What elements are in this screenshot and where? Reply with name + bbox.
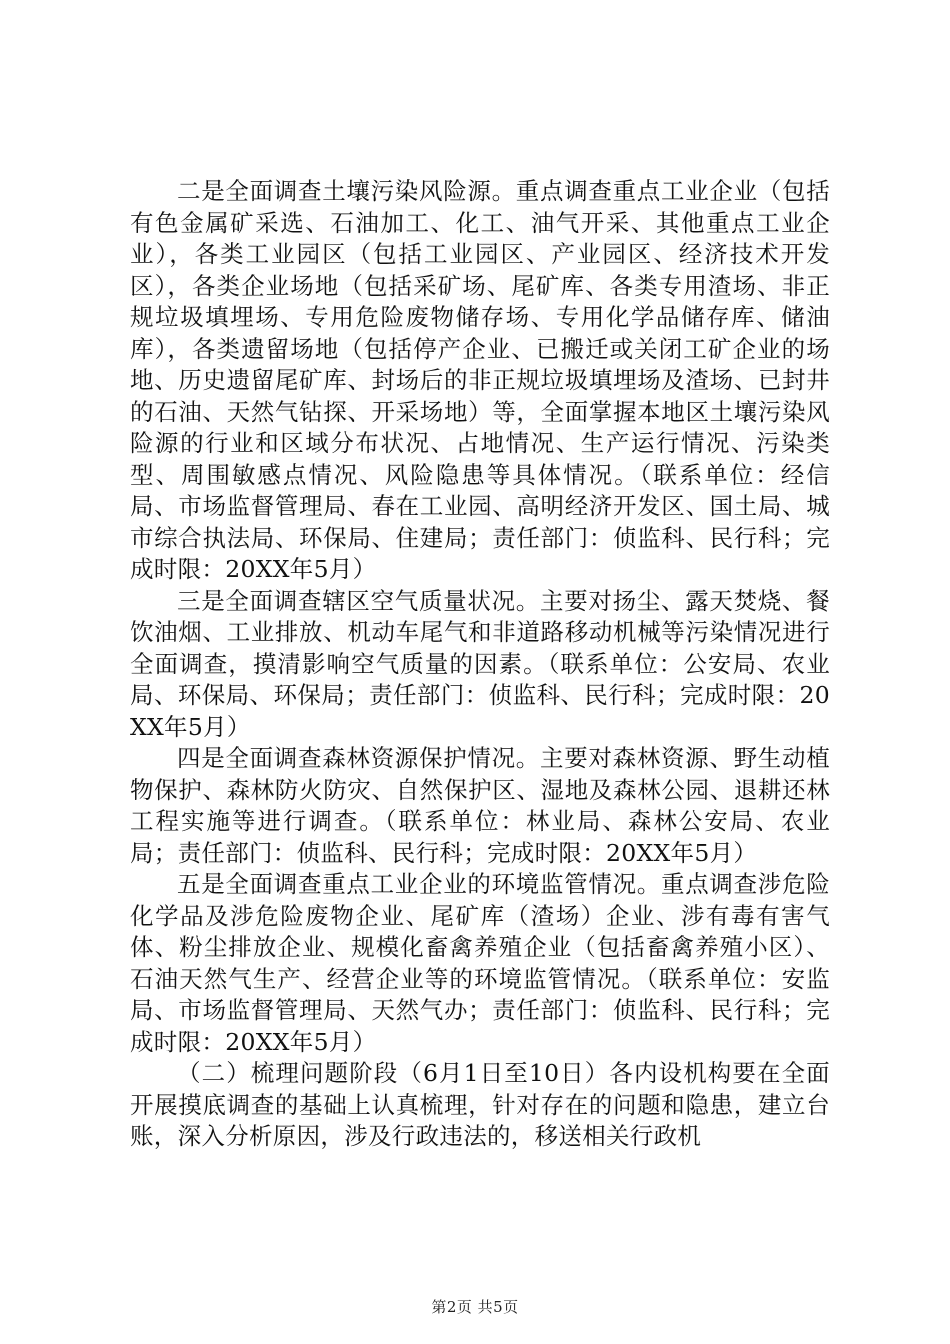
paragraph-air-quality: 三是全面调查辖区空气质量状况。主要对扬尘、露天焚烧、餐饮油烟、工业排放、机动车尾气和非道路移动机械等污染情况进行全面调查，摸清影响空气质量的因素。（联系单位：公安局、农业局、环保局、环保局；责任部门：侦监科、民行科；完成时限：20XX年5月） xyxy=(130,586,830,741)
paragraph-forest-resources: 四是全面调查森林资源保护情况。主要对森林资源、野生动植物保护、森林防火防灾、自然保护区、湿地及森林公园、退耕还林工程实施等进行调查。（联系单位：林业局、森林公安局、农业局；责任部门：侦监科、民行科；完成时限：20XX年5月） xyxy=(130,744,830,867)
paragraph-soil-pollution: 二是全面调查土壤污染风险源。重点调查重点工业企业（包括有色金属矿采选、石油加工、化工、油气开采、其他重点工业企业），各类工业园区（包括工业园区、产业园区、经济技术开发区），各类企业场地（包括采矿场、尾矿库、各类专用渣场、非正规垃圾填埋场、专用危险废物储存场、专用化学品储存库、储油库），各类遗留场地（包括停产企业、已搬迁或关闭工矿企业的场地、历史遗留尾矿库、封场后的非正规垃圾填埋场及渣场、已封井的石油、天然气钻探、开采场地）等，全面掌握本地区土壤污染风险源的行业和区域分布状况、占地情况、生产运行情况、污染类型、周围敏感点情况、风险隐患等具体情况。（联系单位：经信局、市场监督管理局、春在工业园、高明经济开发区、国土局、城市综合执法局、环保局、住建局；责任部门：侦监科、民行科；完成时限：20XX年5月） xyxy=(130,177,830,583)
paragraph-industrial-supervision: 五是全面调查重点工业企业的环境监管情况。重点调查涉危险化学品及涉危险废物企业、尾矿库（渣场）企业、涉有毒有害气体、粉尘排放企业、规模化畜禽养殖企业（包括畜禽养殖小区）、石油天然气生产、经营企业等的环境监管情况。（联系单位：安监局、市场监督管理局、天然气办；责任部门：侦监科、民行科；完成时限：20XX年5月） xyxy=(130,870,830,1056)
page-footer: 第2页 共5页 xyxy=(431,1298,519,1316)
paragraph-problem-review-stage: （二）梳理问题阶段（6月1日至10日）各内设机构要在全面开展摸底调查的基础上认真梳理，针对存在的问题和隐患，建立台账，深入分析原因，涉及行政违法的，移送相关行政机 xyxy=(130,1059,830,1150)
body-text xyxy=(130,176,830,1153)
